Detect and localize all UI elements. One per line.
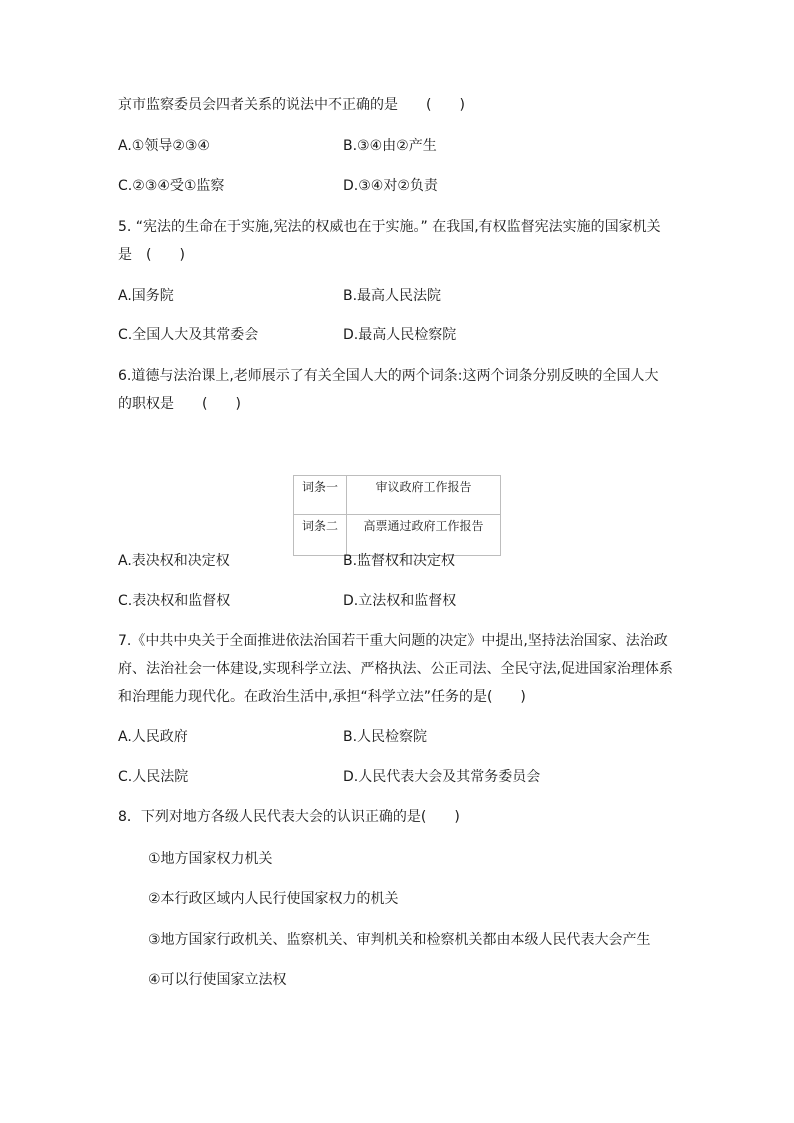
q8-item-3: ③地方国家行政机关、监察机关、审判机关和检察机关都由本级人民代表大会产生 (148, 932, 651, 948)
q4-option-a: A.①领导②③④ (118, 138, 210, 154)
q5-option-d: D.最高人民检察院 (343, 327, 457, 343)
q7-stem-line1: 7.《中共中央关于全面推进依法治国若干重大问题的决定》中提出,坚持法治国家、法治政 (118, 633, 668, 649)
q5-stem-line1: 5. “宪法的生命在于实施,宪法的权威也在于实施。” 在我国,有权监督宪法实施的国家机关 (118, 219, 661, 235)
q8-item-1: ①地方国家权力机关 (148, 851, 273, 867)
q4-option-b: B.③④由②产生 (343, 138, 437, 154)
q6-option-c: C.表决权和监督权 (118, 593, 231, 609)
terms-row (294, 515, 501, 556)
q7-option-a: A.人民政府 (118, 729, 188, 745)
q8-item-4: ④可以行使国家立法权 (148, 972, 287, 988)
q6-stem-line1: 6.道德与法治课上,老师展示了有关全国人大的两个词条:这两个词条分别反映的全国人大 (118, 368, 659, 384)
term-key: 词条二 (294, 515, 347, 556)
q6-option-a: A.表决权和决定权 (118, 553, 230, 569)
q5-stem-line2: 是 ( ) (118, 247, 185, 263)
q4-option-d: D.③④对②负责 (343, 178, 438, 194)
q6-stem-line2: 的职权是 ( ) (118, 396, 241, 412)
term-value: 高票通过政府工作报告 (347, 515, 501, 556)
q7-option-d: D.人民代表大会及其常务委员会 (343, 769, 541, 785)
q6-option-d: D.立法权和监督权 (343, 593, 457, 609)
q5-option-a: A.国务院 (118, 288, 174, 304)
q7-stem-line2: 府、法治社会一体建设,实现科学立法、严格执法、公正司法、全民守法,促进国家治理体系 (118, 661, 673, 677)
q8-item-2: ②本行政区域内人民行使国家权力的机关 (148, 891, 399, 907)
q5-option-c: C.全国人大及其常委会 (118, 327, 259, 343)
q5-option-b: B.最高人民法院 (343, 288, 442, 304)
q4-stem: 京市监察委员会四者关系的说法中不正确的是 ( ) (118, 97, 465, 113)
term-key: 词条一 (294, 476, 347, 515)
q4-option-c: C.②③④受①监察 (118, 178, 225, 194)
q7-stem-line3: 和治理能力现代化。在政治生活中,承担“科学立法”任务的是( ) (118, 689, 526, 705)
q7-option-c: C.人民法院 (118, 769, 189, 785)
terms-row (294, 476, 501, 515)
term-value: 审议政府工作报告 (347, 476, 501, 515)
terms-table (293, 475, 501, 556)
q6-option-b: B.监督权和决定权 (343, 553, 456, 569)
q7-option-b: B.人民检察院 (343, 729, 428, 745)
q8-stem: 8．下列对地方各级人民代表大会的认识正确的是( ) (118, 809, 460, 825)
